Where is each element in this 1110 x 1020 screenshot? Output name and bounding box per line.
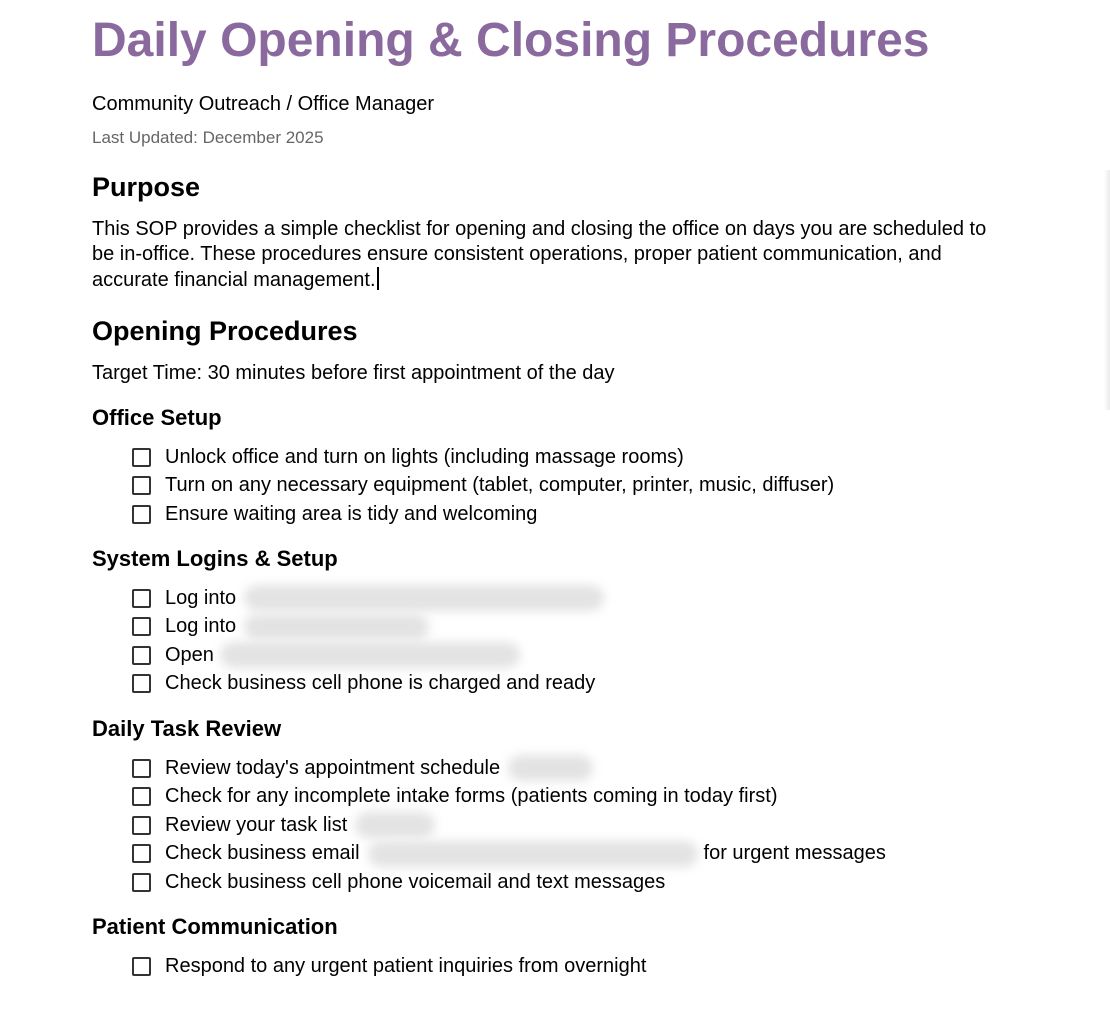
checklist-item	[132, 641, 604, 670]
checklist-item	[132, 670, 604, 699]
purpose-paragraph[interactable]	[92, 217, 992, 293]
system-logins-checklist	[132, 584, 604, 698]
checklist-item	[132, 783, 886, 812]
document-title: Daily Opening & Closing Procedures	[92, 14, 930, 67]
checklist-item-label: Ensure waiting area is tidy and welcoming	[165, 502, 538, 525]
checklist-item-label: Check business cell phone is charged and ready	[165, 672, 596, 695]
checklist-item-label: Respond to any urgent patient inquiries from overnight	[165, 954, 647, 977]
checklist-item	[132, 868, 886, 897]
checklist-item-label: Review your task list	[165, 813, 348, 836]
redacted-text	[220, 642, 520, 668]
opening-heading: Opening Procedures	[92, 316, 358, 346]
document-subtitle: Community Outreach / Office Manager	[92, 93, 434, 115]
redacted-text	[355, 812, 435, 838]
checklist-item-label: Log into	[165, 586, 237, 609]
checklist-item-label: Check business cell phone voicemail and text messages	[165, 870, 666, 893]
section-heading-office-setup: Office Setup	[92, 405, 222, 430]
daily-task-review-checklist	[132, 754, 886, 897]
checkbox[interactable]	[132, 476, 151, 495]
redacted-text	[244, 585, 604, 611]
checklist-item-label: Check for any incomplete intake forms (patients coming in today first)	[165, 785, 778, 808]
section-heading-daily-task-review: Daily Task Review	[92, 716, 282, 741]
checklist-item	[132, 840, 886, 869]
purpose-text: This SOP provides a simple checklist for opening and closing the office on days you are scheduled to be in-office. These procedures ensure consistent operations, proper patient communication, and accurate financial management.	[92, 218, 987, 291]
last-updated: Last Updated: December 2025	[92, 128, 324, 147]
checklist-item-label: Open	[165, 643, 214, 666]
checklist-item	[132, 443, 834, 472]
checklist-item	[132, 754, 886, 783]
checklist-item	[132, 811, 886, 840]
checklist-item-label: Unlock office and turn on lights (including massage rooms)	[165, 445, 684, 468]
office-setup-checklist	[132, 443, 834, 529]
target-time: Target Time: 30 minutes before first appointment of the day	[92, 362, 615, 384]
checkbox[interactable]	[132, 448, 151, 467]
text-cursor	[377, 267, 380, 290]
checklist-item-label: Log into	[165, 615, 237, 638]
redacted-text	[244, 614, 429, 640]
checkbox[interactable]	[132, 505, 151, 524]
checkbox[interactable]	[132, 844, 151, 863]
checkbox[interactable]	[132, 759, 151, 778]
checkbox[interactable]	[132, 646, 151, 665]
checklist-item	[132, 472, 834, 501]
checklist-item	[132, 584, 604, 613]
checkbox[interactable]	[132, 787, 151, 806]
redacted-text	[368, 841, 698, 867]
checklist-item-label: Review today's appointment schedule	[165, 756, 501, 779]
redacted-text	[508, 755, 593, 781]
section-heading-patient-communication: Patient Communication	[92, 914, 338, 939]
checklist-item	[132, 952, 646, 981]
checklist-item-label: Check business email	[165, 842, 360, 865]
checklist-item-label: Turn on any necessary equipment (tablet, computer, printer, music, diffuser)	[165, 474, 835, 497]
checkbox[interactable]	[132, 617, 151, 636]
checkbox[interactable]	[132, 957, 151, 976]
checkbox[interactable]	[132, 816, 151, 835]
checkbox[interactable]	[132, 674, 151, 693]
purpose-heading: Purpose	[92, 172, 201, 202]
checklist-item	[132, 500, 834, 529]
checkbox[interactable]	[132, 589, 151, 608]
checklist-item	[132, 613, 604, 642]
checklist-item-label-suffix: for urgent messages	[703, 842, 886, 865]
checkbox[interactable]	[132, 873, 151, 892]
page-edge-shadow	[1104, 170, 1110, 410]
section-heading-system-logins: System Logins & Setup	[92, 546, 338, 571]
patient-communication-checklist	[132, 952, 646, 981]
